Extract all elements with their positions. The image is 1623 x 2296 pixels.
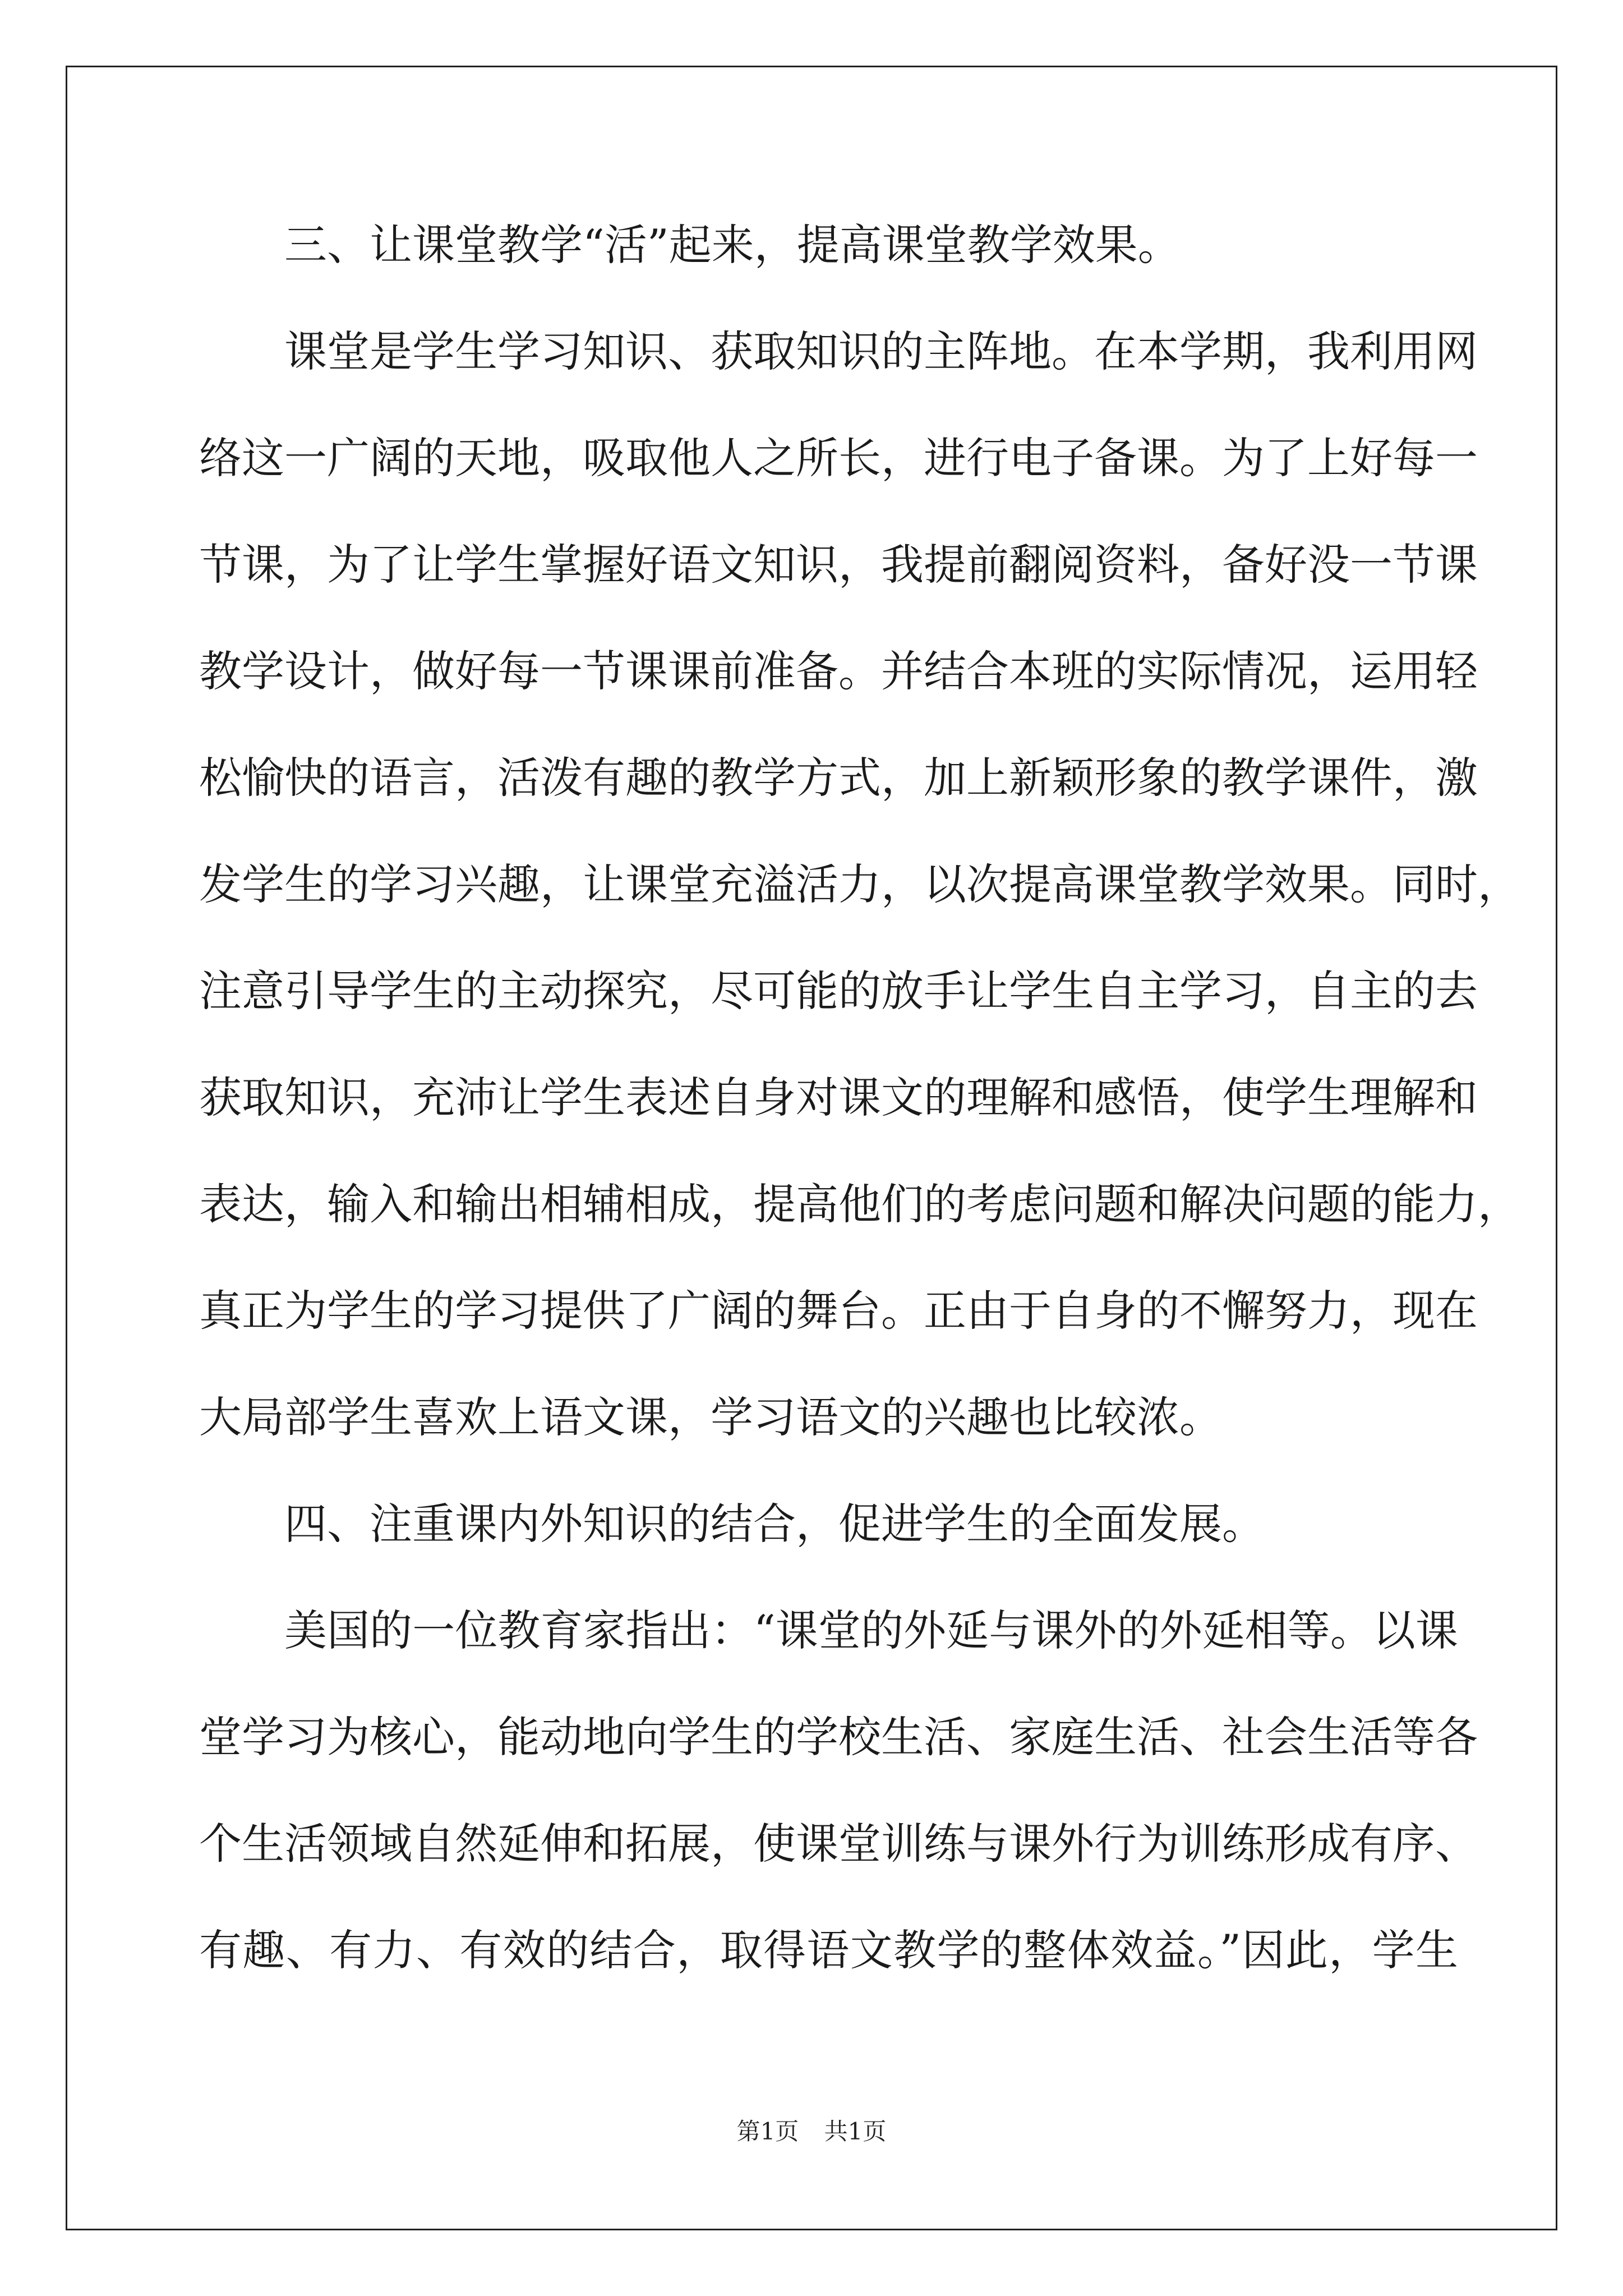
section-heading-4: 四、注重课内外知识的结合，促进学生的全面发展。 bbox=[284, 1499, 1265, 1549]
paragraph-line: 表达，输入和输出相辅相成，提高他们的考虑问题和解决问题的能力， bbox=[199, 1179, 1520, 1229]
paragraph-line: 真正为学生的学习提供了广阔的舞台。正由于自身的不懈努力，现在 bbox=[199, 1286, 1478, 1336]
paragraph-line: 课堂是学生学习知识、获取知识的主阵地。在本学期，我利用网 bbox=[284, 326, 1478, 376]
paragraph-line: 获取知识，充沛让学生表述自身对课文的理解和感悟，使学生理解和 bbox=[199, 1073, 1478, 1122]
page-footer bbox=[0, 2115, 1623, 2148]
paragraph-line: 个生活领域自然延伸和拓展，使课堂训练与课外行为训练形成有序、 bbox=[199, 1819, 1478, 1869]
paragraph-line: 美国的一位教育家指出：“课堂的外延与课外的外延相等。以课 bbox=[284, 1605, 1458, 1655]
section-heading-3: 三、让课堂教学“活”起来，提高课堂教学效果。 bbox=[284, 220, 1181, 270]
document-body bbox=[199, 192, 1520, 2004]
paragraph-line: 注意引导学生的主动探究，尽可能的放手让学生自主学习，自主的去 bbox=[199, 966, 1478, 1016]
paragraph-line: 堂学习为核心，能动地向学生的学校生活、家庭生活、社会生活等各 bbox=[199, 1712, 1478, 1762]
page-number-current: 第1页 bbox=[736, 2118, 799, 2145]
page-number-total: 共1页 bbox=[824, 2118, 887, 2145]
paragraph-line: 络这一广阔的天地，吸取他人之所长，进行电子备课。为了上好每一 bbox=[199, 433, 1478, 483]
paragraph-line: 教学设计，做好每一节课课前准备。并结合本班的实际情况，运用轻 bbox=[199, 646, 1478, 696]
paragraph-line: 大局部学生喜欢上语文课，学习语文的兴趣也比较浓。 bbox=[199, 1392, 1222, 1442]
paragraph-line: 节课，为了让学生掌握好语文知识，我提前翻阅资料，备好没一节课 bbox=[199, 540, 1478, 590]
paragraph-line: 有趣、有力、有效的结合，取得语文教学的整体效益。”因此，学生 bbox=[199, 1925, 1458, 1975]
paragraph-line: 松愉快的语言，活泼有趣的教学方式，加上新颖形象的教学课件，激 bbox=[199, 753, 1478, 803]
paragraph-line: 发学生的学习兴趣，让课堂充溢活力，以次提高课堂教学效果。同时， bbox=[199, 859, 1520, 909]
